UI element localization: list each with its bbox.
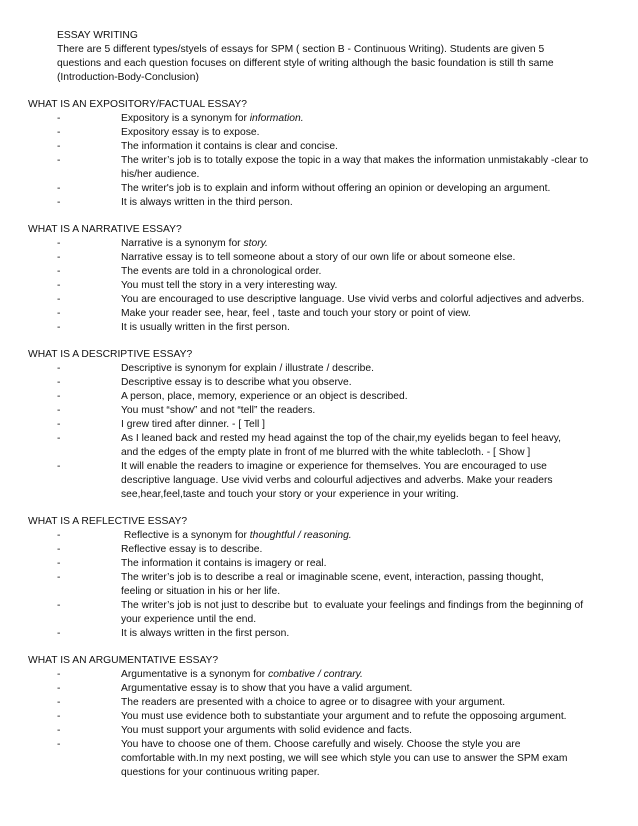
dash-marker: - <box>57 322 61 333</box>
bullet-text <box>121 738 598 752</box>
dash-marker: - <box>57 461 61 472</box>
dash-marker: - <box>57 294 61 305</box>
bullet-text-plain: It is always written in the third person. <box>121 197 293 208</box>
intro-line: There are 5 different types/styels of essays for SPM ( section B - Continuous Writing). Students are given 5 <box>57 44 545 55</box>
bullet-text-emphasis: story. <box>243 238 268 249</box>
essay-section <box>0 515 638 641</box>
bullet-text <box>121 196 598 210</box>
bullet-text-plain: Descriptive essay is to describe what you observe. <box>121 377 352 388</box>
bullet-text <box>121 279 598 293</box>
bullet-item <box>28 599 638 627</box>
bullet-item <box>28 279 638 293</box>
dash-marker: - <box>57 238 61 249</box>
dash-marker: - <box>57 308 61 319</box>
bullet-text-plain: You must “show” and not “tell” the readers. <box>121 405 316 416</box>
dash-marker: - <box>57 141 61 152</box>
bullet-text <box>121 557 598 571</box>
bullet-text-plain: Reflective essay is to describe. <box>121 544 263 555</box>
bullet-item <box>28 112 638 126</box>
section-heading: WHAT IS A REFLECTIVE ESSAY? <box>28 516 188 527</box>
bullet-text <box>121 154 598 168</box>
dash-marker: - <box>57 183 61 194</box>
bullet-text-plain: The writer’s job is to totally expose the topic in a way that makes the information unmistakably -clear to <box>121 155 589 166</box>
bullet-text <box>121 418 598 432</box>
bullet-continuation: descriptive language. Use vivid verbs and colourful adjectives and adverbs. Make your readers <box>121 475 553 486</box>
dash-marker: - <box>57 558 61 569</box>
dash-marker: - <box>57 572 61 583</box>
bullet-item <box>28 265 638 279</box>
bullet-text-plain: The events are told in a chronological order. <box>121 266 322 277</box>
bullet-list <box>28 362 638 502</box>
bullet-text <box>121 696 598 710</box>
bullet-text <box>121 724 598 738</box>
bullet-text-emphasis: thoughtful / reasoning. <box>249 530 352 541</box>
bullet-text <box>121 529 598 543</box>
bullet-text-plain: As I leaned back and rested my head against the top of the chair,my eyelids began to feel heavy, <box>121 433 561 444</box>
bullet-item <box>28 432 638 460</box>
dash-marker: - <box>57 155 61 166</box>
dash-marker: - <box>57 711 61 722</box>
bullet-item <box>28 362 638 376</box>
dash-marker: - <box>57 377 61 388</box>
bullet-item <box>28 571 638 599</box>
dash-marker: - <box>57 739 61 750</box>
bullet-item <box>28 251 638 265</box>
bullet-text-plain: You have to choose one of them. Choose carefully and wisely. Choose the style you are <box>121 739 521 750</box>
bullet-item <box>28 321 638 335</box>
bullet-continuation: and the edges of the empty plate in front of me blurred with the white tablecloth. - [ Show ] <box>121 447 531 458</box>
bullet-text-plain: I grew tired after dinner. - [ Tell ] <box>121 419 266 430</box>
bullet-text <box>121 140 598 154</box>
bullet-item <box>28 543 638 557</box>
dash-marker: - <box>57 628 61 639</box>
sections-container <box>0 98 638 780</box>
bullet-item <box>28 126 638 140</box>
bullet-continuation: feeling or situation in his or her life. <box>121 586 281 597</box>
bullet-text <box>121 460 598 474</box>
bullet-text <box>121 265 598 279</box>
essay-section <box>0 98 638 210</box>
bullet-text <box>121 682 598 696</box>
bullet-text-plain: The information it contains is clear and concise. <box>121 141 338 152</box>
bullet-text <box>121 376 598 390</box>
bullet-item <box>28 696 638 710</box>
dash-marker: - <box>57 419 61 430</box>
section-heading: WHAT IS AN EXPOSITORY/FACTUAL ESSAY? <box>28 99 247 110</box>
bullet-text <box>121 293 598 307</box>
bullet-text-plain: The readers are presented with a choice to agree or to disagree with your argument. <box>121 697 506 708</box>
bullet-text-plain: You are encouraged to use descriptive language. Use vivid verbs and colorful adjectives and adverbs. <box>121 294 585 305</box>
bullet-list <box>28 237 638 335</box>
bullet-text <box>121 390 598 404</box>
section-heading: WHAT IS A DESCRIPTIVE ESSAY? <box>28 349 193 360</box>
dash-marker: - <box>57 600 61 611</box>
dash-marker: - <box>57 725 61 736</box>
dash-marker: - <box>57 683 61 694</box>
bullet-item <box>28 418 638 432</box>
bullet-item <box>28 237 638 251</box>
bullet-text-emphasis: information. <box>249 113 304 124</box>
bullet-continuation: see,hear,feel,taste and touch your story or your experience in your writing. <box>121 489 459 500</box>
bullet-text <box>121 404 598 418</box>
bullet-text-plain: Argumentative essay is to show that you have a valid argument. <box>121 683 413 694</box>
bullet-text-emphasis: combative / contrary. <box>268 669 363 680</box>
bullet-text <box>121 307 598 321</box>
intro-line: questions and each question focuses on different style of writing although the basic foundation is still th same <box>57 58 554 69</box>
bullet-item <box>28 307 638 321</box>
dash-marker: - <box>57 669 61 680</box>
bullet-item <box>28 182 638 196</box>
bullet-item <box>28 293 638 307</box>
bullet-text-plain: The information it contains is imagery or real. <box>121 558 327 569</box>
dash-marker: - <box>57 113 61 124</box>
bullet-text <box>121 710 598 724</box>
bullet-text-plain: You must use evidence both to substantiate your argument and to refute the opposoing argument. <box>121 711 567 722</box>
dash-marker: - <box>57 280 61 291</box>
bullet-text-plain: Expository essay is to expose. <box>121 127 260 138</box>
bullet-text <box>121 112 598 126</box>
bullet-item <box>28 390 638 404</box>
bullet-text-plain: Expository is a synonym for <box>121 113 250 124</box>
bullet-text <box>121 543 598 557</box>
bullet-text-plain: You must support your arguments with solid evidence and facts. <box>121 725 412 736</box>
bullet-item <box>28 140 638 154</box>
bullet-text-plain: Narrative essay is to tell someone about a story of our own life or about someone else. <box>121 252 516 263</box>
bullet-text-plain: Make your reader see, hear, feel , taste and touch your story or point of view. <box>121 308 471 319</box>
dash-marker: - <box>57 363 61 374</box>
bullet-item <box>28 738 638 780</box>
dash-marker: - <box>57 405 61 416</box>
dash-marker: - <box>57 252 61 263</box>
bullet-text-plain: Argumentative is a synonym for <box>121 669 269 680</box>
bullet-text-plain: It will enable the readers to imagine or experience for themselves. You are encouraged to use <box>121 461 547 472</box>
bullet-item <box>28 376 638 390</box>
bullet-text-plain: The writer's job is to explain and inform without offering an opinion or developing an argument. <box>121 183 551 194</box>
dash-marker: - <box>57 530 61 541</box>
bullet-list <box>28 529 638 641</box>
bullet-text-plain: The writer’s job is to describe a real or imaginable scene, event, interaction, passing thought, <box>121 572 544 583</box>
bullet-text-plain: Descriptive is synonym for explain / illustrate / describe. <box>121 363 374 374</box>
bullet-item <box>28 404 638 418</box>
intro-line: (Introduction-Body-Conclusion) <box>57 72 199 83</box>
bullet-text-plain: The writer’s job is not just to describe but to evaluate your feelings and findings from the beginning of <box>121 600 584 611</box>
bullet-text <box>121 668 598 682</box>
dash-marker: - <box>57 197 61 208</box>
dash-marker: - <box>57 697 61 708</box>
bullet-item <box>28 668 638 682</box>
bullet-text <box>121 362 598 376</box>
bullet-text-plain: It is always written in the first person. <box>121 628 290 639</box>
bullet-text-plain: You must tell the story in a very interesting way. <box>121 280 338 291</box>
essay-section <box>0 223 638 335</box>
bullet-item <box>28 710 638 724</box>
bullet-item <box>28 460 638 502</box>
bullet-item <box>28 682 638 696</box>
bullet-list <box>28 668 638 780</box>
bullet-text <box>121 432 598 446</box>
document-title: ESSAY WRITING <box>57 30 138 41</box>
intro-block <box>0 29 638 85</box>
bullet-text <box>121 237 598 251</box>
dash-marker: - <box>57 433 61 444</box>
bullet-item <box>28 557 638 571</box>
bullet-continuation: his/her audience. <box>121 169 200 180</box>
bullet-item <box>28 196 638 210</box>
bullet-text <box>121 126 598 140</box>
bullet-item <box>28 627 638 641</box>
dash-marker: - <box>57 391 61 402</box>
dash-marker: - <box>57 127 61 138</box>
section-heading: WHAT IS A NARRATIVE ESSAY? <box>28 224 182 235</box>
bullet-text <box>121 321 598 335</box>
bullet-text <box>121 627 598 641</box>
section-heading: WHAT IS AN ARGUMENTATIVE ESSAY? <box>28 655 219 666</box>
bullet-text <box>121 599 598 613</box>
bullet-list <box>28 112 638 210</box>
bullet-continuation: your experience until the end. <box>121 614 257 625</box>
bullet-text-plain: A person, place, memory, experience or an object is described. <box>121 391 408 402</box>
essay-section <box>0 348 638 502</box>
bullet-continuation: questions for your continuous writing paper. <box>121 767 320 778</box>
bullet-text <box>121 571 598 585</box>
dash-marker: - <box>57 266 61 277</box>
bullet-text-plain: Reflective is a synonym for <box>121 530 250 541</box>
bullet-text <box>121 251 598 265</box>
essay-section <box>0 654 638 780</box>
bullet-text <box>121 182 598 196</box>
bullet-text-plain: It is usually written in the first person. <box>121 322 290 333</box>
bullet-continuation: comfortable with.In my next posting, we will see which style you can use to answer the SPM exam <box>121 753 568 764</box>
bullet-item <box>28 724 638 738</box>
bullet-text-plain: Narrative is a synonym for <box>121 238 244 249</box>
bullet-item <box>28 529 638 543</box>
bullet-item <box>28 154 638 182</box>
dash-marker: - <box>57 544 61 555</box>
